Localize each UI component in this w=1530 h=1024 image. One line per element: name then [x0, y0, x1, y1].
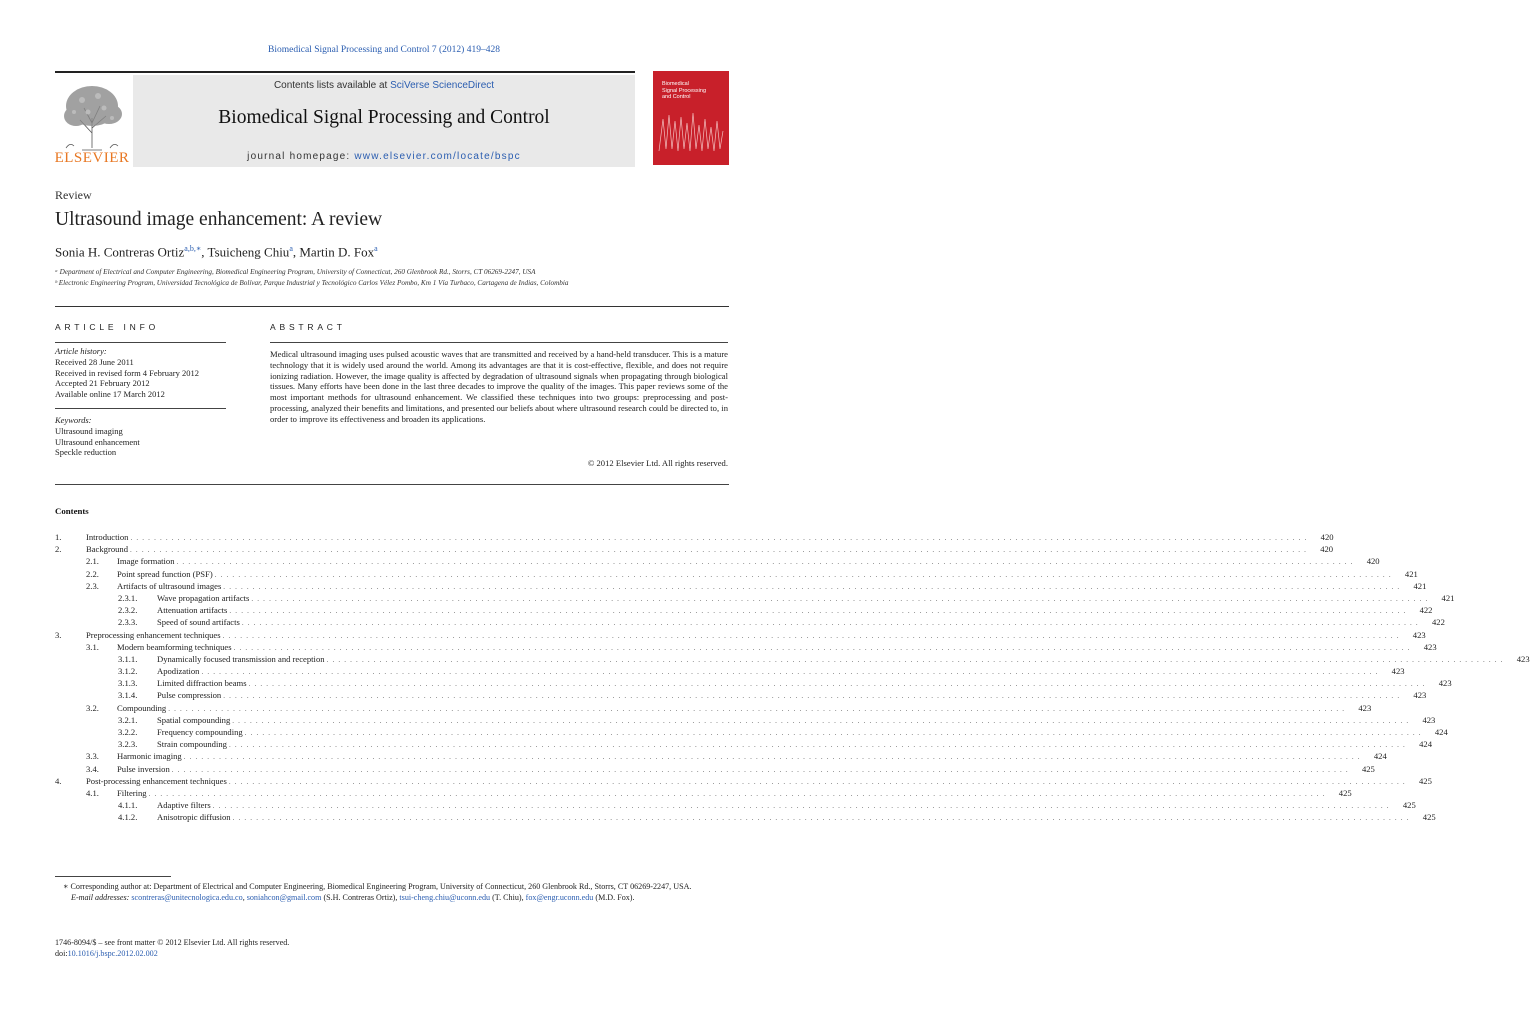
affiliation-a: ᵃ Department of Electrical and Computer Engineering, Biomedical Engineering Program, University of Connecticut, 260 Glenbrook Rd., Storrs, CT 06269-2247, USA — [55, 268, 536, 276]
abstract-rule — [270, 342, 728, 343]
author-separator: , — [201, 244, 208, 260]
email-note: (S.H. Contreras Ortiz), — [323, 892, 398, 902]
toc-entry[interactable] — [55, 555, 1380, 567]
toc-entry[interactable] — [55, 580, 1427, 592]
front-matter — [55, 937, 289, 959]
cover-title-line: Biomedical — [662, 81, 689, 87]
homepage-link[interactable]: www.elsevier.com/locate/bspc — [354, 151, 521, 162]
toc-leader-dots: . . . . . . . . . . . . . . . . . . . . . . . . . . . . . . . . . . . . . . . . . . . . . . . . . . . . . . . . . . . . . . . . . . . . . . . . . . . . . . . . . . . . . . . . . . . . . . . . . . . . . . . . . . . . . . . . . . . . . . . . . . . . . . . . . . . . . . . . . . . . . . . . . . . . . . . . . . . . . . . . . . . . . . . . . . . . . . . . . . . . . . . . . . . . . . . . . . . . . . . . — [228, 741, 1407, 750]
toc-entry[interactable] — [55, 738, 1433, 750]
toc-leader-dots: . . . . . . . . . . . . . . . . . . . . . . . . . . . . . . . . . . . . . . . . . . . . . . . . . . . . . . . . . . . . . . . . . . . . . . . . . . . . . . . . . . . . . . . . . . . . . . . . . . . . . . . . . . . . . . . . . . . . . . . . . . . . . . . . . . . . . . . . . . . . . . . . . . . . . . . . . . . . . . . . . . . . . . . . . . . . . . . . . . . . . . . . . . . . . . . . . . . . . . . . — [232, 716, 1410, 725]
toc-entry[interactable] — [55, 629, 1426, 641]
toc-leader-dots: . . . . . . . . . . . . . . . . . . . . . . . . . . . . . . . . . . . . . . . . . . . . . . . . . . . . . . . . . . . . . . . . . . . . . . . . . . . . . . . . . . . . . . . . . . . . . . . . . . . . . . . . . . . . . . . . . . . . . . . . . . . . . . . . . . . . . . . . . . . . . . . . . . . . . . . . . . . . . . . . . . . . . . . . . . . . . . . . . . . . . . . . . . . . . . . . . . . . . . . . — [228, 777, 1406, 786]
toc-leader-dots: . . . . . . . . . . . . . . . . . . . . . . . . . . . . . . . . . . . . . . . . . . . . . . . . . . . . . . . . . . . . . . . . . . . . . . . . . . . . . . . . . . . . . . . . . . . . . . . . . . . . . . . . . . . . . . . . . . . . . . . . . . . . . . . . . . . . . . . . . . . . . . . . . . . . . . . . . . . . . . . . . . . . . . . . . . . . . . . . . . . . . . . . . . . . . . . . . . . . . . . . — [251, 594, 1429, 603]
toc-entry[interactable] — [55, 604, 1433, 616]
toc-entry-page: 422 — [1431, 617, 1445, 628]
cover-title — [662, 81, 706, 101]
toc-entry-page: 423 — [1516, 653, 1530, 664]
toc-entry[interactable] — [55, 653, 1530, 665]
toc-entry-title[interactable]: Pulse compression — [157, 690, 222, 701]
cover-title-line: Signal Processing — [662, 87, 707, 94]
toc-entry-title[interactable]: Strain compounding — [157, 739, 227, 750]
toc-entry-page: 425 — [1418, 775, 1432, 786]
email-note: (T. Chiu), — [492, 892, 524, 902]
toc-entry[interactable] — [55, 702, 1372, 714]
abstract-text: Medical ultrasound imaging uses pulsed acoustic waves that are transmitted and received by a hand-held transducer. This is a mature technology that it is widely used around the world. Among its advantages are that it is cost-effective, flexible, and does not require ionizing radiation. However, the image quality is affected by degradation of ultrasound signals when propagating through biological tissues. Many efforts have been done in the last three decades to improve the quality of the images. This paper reviews some of the most important methods for ultrasound enhancement. We classified these techniques into two groups: preprocessing and post-processing, analyzed their benefits and limitations, and presented our beliefs about where ultrasound research could be directed to, in order to improve its effectiveness and broaden its applications. — [270, 349, 728, 424]
corresponding-author-footnote — [55, 882, 695, 903]
toc-entry-title[interactable]: Frequency compounding — [157, 727, 243, 737]
toc-leader-dots: . . . . . . . . . . . . . . . . . . . . . . . . . . . . . . . . . . . . . . . . . . . . . . . . . . . . . . . . . . . . . . . . . . . . . . . . . . . . . . . . . . . . . . . . . . . . . . . . . . . . . . . . . . . . . . . . . . . . . . . . . . . . . . . . . . . . . . . . . . . . . . . . . . . . . . . . . . . . . . . . . . . . . . . . . . . . . . . . . . . . . . . . . . . . . . . . . . . . . . . . — [326, 655, 1504, 664]
author-affil-mark[interactable]: a — [374, 244, 378, 253]
toc-entry[interactable] — [55, 750, 1387, 762]
toc-entry-title[interactable]: Dynamically focused transmission and reception — [157, 653, 325, 664]
email-link[interactable]: tsui-cheng.chiu@uconn.edu — [399, 892, 491, 902]
toc-entry-title[interactable]: Post-processing enhancement techniques — [86, 775, 227, 786]
toc-entry-number: 3.2.2. — [118, 727, 138, 737]
article-type: Review — [55, 188, 92, 202]
toc-leader-dots: . . . . . . . . . . . . . . . . . . . . . . . . . . . . . . . . . . . . . . . . . . . . . . . . . . . . . . . . . . . . . . . . . . . . . . . . . . . . . . . . . . . . . . . . . . . . . . . . . . . . . . . . . . . . . . . . . . . . . . . . . . . . . . . . . . . . . . . . . . . . . . . . . . . . . . . . . . . . . . . . . . . . . . . . . . . . . . . . . . . . . . . . . . . . . . . . . . . . . . . . — [214, 570, 1392, 579]
toc-leader-dots: . . . . . . . . . . . . . . . . . . . . . . . . . . . . . . . . . . . . . . . . . . . . . . . . . . . . . . . . . . . . . . . . . . . . . . . . . . . . . . . . . . . . . . . . . . . . . . . . . . . . . . . . . . . . . . . . . . . . . . . . . . . . . . . . . . . . . . . . . . . . . . . . . . . . . . . . . . . . . . . . . . . . . . . . . . . . . . . . . . . . . . . . . . . . . . . . . . . . . . . . — [229, 607, 1407, 616]
table-of-contents — [55, 531, 1530, 824]
toc-leader-dots: . . . . . . . . . . . . . . . . . . . . . . . . . . . . . . . . . . . . . . . . . . . . . . . . . . . . . . . . . . . . . . . . . . . . . . . . . . . . . . . . . . . . . . . . . . . . . . . . . . . . . . . . . . . . . . . . . . . . . . . . . . . . . . . . . . . . . . . . . . . . . . . . . . . . . . . . . . . . . . . . . . . . . . . . . . . . . . . . . . . . . . . . . . . . . . . . . . . . . . . . — [130, 546, 1308, 555]
toc-entry-number: 3. — [55, 629, 62, 640]
toc-entry[interactable] — [55, 811, 1436, 823]
toc-entry-page: 423 — [1358, 702, 1372, 713]
toc-entry-page: 424 — [1419, 739, 1433, 750]
toc-entry-page: 421 — [1441, 592, 1455, 603]
toc-entry[interactable] — [55, 763, 1375, 775]
journal-homepage — [133, 151, 635, 162]
toc-entry[interactable] — [55, 531, 1334, 543]
history-item: Accepted 21 February 2012 — [55, 378, 150, 389]
title-divider — [55, 306, 729, 307]
toc-entry[interactable] — [55, 677, 1452, 689]
keyword: Ultrasound imaging — [55, 425, 123, 436]
toc-entry-page: 425 — [1422, 812, 1436, 823]
toc-entry-title[interactable]: Speed of sound artifacts — [157, 617, 240, 628]
toc-entry-page: 424 — [1373, 751, 1387, 762]
abstract-bottom-rule — [55, 484, 729, 485]
keyword: Speckle reduction — [55, 447, 117, 458]
toc-entry-number: 3.3. — [86, 751, 99, 762]
toc-leader-dots: . . . . . . . . . . . . . . . . . . . . . . . . . . . . . . . . . . . . . . . . . . . . . . . . . . . . . . . . . . . . . . . . . . . . . . . . . . . . . . . . . . . . . . . . . . . . . . . . . . . . . . . . . . . . . . . . . . . . . . . . . . . . . . . . . . . . . . . . . . . . . . . . . . . . . . . . . . . . . . . . . . . . . . . . . . . . . . . . . . . . . . . . . . . . . . . . . . . . . . . . — [248, 680, 1426, 689]
toc-entry-title[interactable]: Apodization — [157, 666, 200, 677]
journal-citation[interactable]: Biomedical Signal Processing and Control 7 (2012) 419–428 — [268, 45, 500, 55]
toc-entry-page: 423 — [1438, 678, 1452, 689]
email-label: E-mail addresses: — [71, 892, 130, 902]
toc-entry-title[interactable]: Limited diffraction beams — [157, 678, 247, 689]
keywords-rule — [55, 408, 226, 409]
doi-prefix: doi: — [55, 949, 68, 958]
toc-entry-number: 2.3.3. — [118, 617, 138, 628]
toc-entry[interactable] — [55, 775, 1432, 787]
toc-entry-number: 3.4. — [86, 763, 99, 774]
toc-entry-number: 4. — [55, 775, 62, 786]
journal-cover — [653, 71, 729, 165]
toc-entry[interactable] — [55, 568, 1418, 580]
toc-entry-title[interactable]: Background — [86, 544, 129, 555]
toc-entry[interactable] — [55, 714, 1436, 726]
author-affil-mark[interactable]: a — [289, 244, 293, 253]
toc-entry-title[interactable]: Artifacts of ultrasound images — [117, 580, 222, 591]
toc-entry-title[interactable]: Anisotropic diffusion — [157, 812, 231, 823]
toc-entry-page: 424 — [1434, 727, 1448, 737]
author-separator: , — [292, 244, 300, 260]
toc-leader-dots: . . . . . . . . . . . . . . . . . . . . . . . . . . . . . . . . . . . . . . . . . . . . . . . . . . . . . . . . . . . . . . . . . . . . . . . . . . . . . . . . . . . . . . . . . . . . . . . . . . . . . . . . . . . . . . . . . . . . . . . . . . . . . . . . . . . . . . . . . . . . . . . . . . . . . . . . . . . . . . . . . . . . . . . . . . . . . . . . . . . . . . . . . . . . . . . . . . . . . . . . — [212, 802, 1390, 811]
toc-entry[interactable] — [55, 787, 1352, 799]
author-name[interactable]: Martin D. Fox — [299, 244, 375, 260]
toc-entry-page: 421 — [1413, 580, 1427, 591]
toc-leader-dots: . . . . . . . . . . . . . . . . . . . . . . . . . . . . . . . . . . . . . . . . . . . . . . . . . . . . . . . . . . . . . . . . . . . . . . . . . . . . . . . . . . . . . . . . . . . . . . . . . . . . . . . . . . . . . . . . . . . . . . . . . . . . . . . . . . . . . . . . . . . . . . . . . . . . . . . . . . . . . . . . . . . . . . . . . . . . . . . . . . . . . . . . . . . . . . . . . . . . . . . . — [223, 582, 1401, 591]
author-name[interactable]: Tsuicheng Chiu — [207, 244, 290, 260]
toc-leader-dots: . . . . . . . . . . . . . . . . . . . . . . . . . . . . . . . . . . . . . . . . . . . . . . . . . . . . . . . . . . . . . . . . . . . . . . . . . . . . . . . . . . . . . . . . . . . . . . . . . . . . . . . . . . . . . . . . . . . . . . . . . . . . . . . . . . . . . . . . . . . . . . . . . . . . . . . . . . . . . . . . . . . . . . . . . . . . . . . . . . . . . . . . . . . . . . . . . . . . . . . . — [176, 558, 1354, 567]
footnote-rule — [55, 876, 171, 877]
toc-entry-title[interactable]: Pulse inversion — [117, 763, 170, 774]
email-link[interactable]: fox@engr.uconn.edu — [525, 892, 594, 902]
toc-leader-dots: . . . . . . . . . . . . . . . . . . . . . . . . . . . . . . . . . . . . . . . . . . . . . . . . . . . . . . . . . . . . . . . . . . . . . . . . . . . . . . . . . . . . . . . . . . . . . . . . . . . . . . . . . . . . . . . . . . . . . . . . . . . . . . . . . . . . . . . . . . . . . . . . . . . . . . . . . . . . . . . . . . . . . . . . . . . . . . . . . . . . . . . . . . . . . . . . . . . . . . . . — [171, 765, 1349, 774]
contents-available — [133, 80, 635, 91]
toc-leader-dots: . . . . . . . . . . . . . . . . . . . . . . . . . . . . . . . . . . . . . . . . . . . . . . . . . . . . . . . . . . . . . . . . . . . . . . . . . . . . . . . . . . . . . . . . . . . . . . . . . . . . . . . . . . . . . . . . . . . . . . . . . . . . . . . . . . . . . . . . . . . . . . . . . . . . . . . . . . . . . . . . . . . . . . . . . . . . . . . . . . . . . . . . . . . . . . . . . . . . . . . . — [233, 643, 1411, 652]
toc-entry-page: 423 — [1413, 690, 1427, 701]
toc-entry-number: 3.1. — [86, 641, 99, 652]
cover-title-line: and Control — [662, 94, 691, 100]
toc-entry[interactable] — [55, 799, 1416, 811]
toc-entry-page: 425 — [1361, 763, 1375, 774]
history-item: Received 28 June 2011 — [55, 356, 134, 367]
toc-entry[interactable] — [55, 543, 1334, 555]
toc-entry-title[interactable]: Wave propagation artifacts — [157, 592, 250, 603]
toc-entry-number: 1. — [55, 532, 62, 542]
toc-entry-title[interactable]: Attenuation artifacts — [157, 605, 228, 616]
history-label: Article history: — [55, 346, 107, 356]
keyword: Ultrasound enhancement — [55, 436, 140, 447]
toc-entry[interactable] — [55, 726, 1448, 738]
affiliation-b: ᵇ Electronic Engineering Program, Universidad Tecnológica de Bolívar, Parque Industrial y Tecnológico Carlos Vélez Pombo, Km 1 Vía Turbaco, Cartagena de Indias, Colombia — [55, 279, 569, 287]
abstract-copyright: © 2012 Elsevier Ltd. All rights reserved. — [587, 458, 728, 468]
toc-entry-title[interactable]: Filtering — [117, 787, 147, 798]
toc-entry-number: 3.1.3. — [118, 678, 138, 689]
author-list — [55, 244, 378, 260]
toc-leader-dots: . . . . . . . . . . . . . . . . . . . . . . . . . . . . . . . . . . . . . . . . . . . . . . . . . . . . . . . . . . . . . . . . . . . . . . . . . . . . . . . . . . . . . . . . . . . . . . . . . . . . . . . . . . . . . . . . . . . . . . . . . . . . . . . . . . . . . . . . . . . . . . . . . . . . . . . . . . . . . . . . . . . . . . . . . . . . . . . . . . . . . . . . . . . . . . . . . . . . . . . . — [222, 631, 1400, 640]
toc-leader-dots: . . . . . . . . . . . . . . . . . . . . . . . . . . . . . . . . . . . . . . . . . . . . . . . . . . . . . . . . . . . . . . . . . . . . . . . . . . . . . . . . . . . . . . . . . . . . . . . . . . . . . . . . . . . . . . . . . . . . . . . . . . . . . . . . . . . . . . . . . . . . . . . . . . . . . . . . . . . . . . . . . . . . . . . . . . . . . . . . . . . . . . . . . . . . . . . . . . . . . . . . — [148, 789, 1326, 798]
homepage-prefix: journal homepage: — [247, 151, 355, 162]
toc-entry-number: 2.3. — [86, 580, 99, 591]
article-info-heading: ARTICLE INFO — [55, 322, 160, 332]
toc-entry-number: 4.1.2. — [118, 812, 138, 823]
toc-entry-number: 3.2.3. — [118, 739, 138, 750]
toc-entry-title[interactable]: Modern beamforming techniques — [117, 641, 232, 652]
toc-entry[interactable] — [55, 592, 1455, 604]
doi-line — [55, 948, 289, 959]
history-item: Available online 17 March 2012 — [55, 389, 165, 400]
toc-entry-number: 2.2. — [86, 568, 99, 579]
toc-entry-title[interactable]: Compounding — [117, 702, 167, 713]
toc-entry-number: 3.1.2. — [118, 666, 138, 677]
toc-entry-title[interactable]: Harmonic imaging — [117, 751, 182, 762]
toc-entry-page: 423 — [1391, 666, 1405, 677]
toc-entry[interactable] — [55, 641, 1437, 653]
author-affil-mark[interactable]: a,b,∗ — [184, 244, 202, 253]
toc-entry-number: 3.2. — [86, 702, 99, 713]
toc-entry-title[interactable]: Point spread function (PSF) — [117, 568, 213, 579]
email-note: (M.D. Fox). — [595, 892, 635, 902]
contents-heading: Contents — [55, 506, 89, 516]
history-item: Received in revised form 4 February 2012 — [55, 367, 199, 378]
toc-entry-title[interactable]: Preprocessing enhancement techniques — [86, 629, 221, 640]
toc-leader-dots: . . . . . . . . . . . . . . . . . . . . . . . . . . . . . . . . . . . . . . . . . . . . . . . . . . . . . . . . . . . . . . . . . . . . . . . . . . . . . . . . . . . . . . . . . . . . . . . . . . . . . . . . . . . . . . . . . . . . . . . . . . . . . . . . . . . . . . . . . . . . . . . . . . . . . . . . . . . . . . . . . . . . . . . . . . . . . . . . . . . . . . . . . . . . . . . . . . . . . . . . — [223, 692, 1401, 701]
toc-entry-title[interactable]: Image formation — [117, 556, 175, 567]
toc-entry-number: 2. — [55, 544, 62, 555]
sciencedirect-link[interactable]: SciVerse ScienceDirect — [390, 80, 495, 91]
toc-leader-dots: . . . . . . . . . . . . . . . . . . . . . . . . . . . . . . . . . . . . . . . . . . . . . . . . . . . . . . . . . . . . . . . . . . . . . . . . . . . . . . . . . . . . . . . . . . . . . . . . . . . . . . . . . . . . . . . . . . . . . . . . . . . . . . . . . . . . . . . . . . . . . . . . . . . . . . . . . . . . . . . . . . . . . . . . . . . . . . . . . . . . . . . . . . . . . . . . . . . . . . . . — [244, 729, 1422, 737]
toc-entry-number: 3.1.4. — [118, 690, 138, 701]
toc-leader-dots: . . . . . . . . . . . . . . . . . . . . . . . . . . . . . . . . . . . . . . . . . . . . . . . . . . . . . . . . . . . . . . . . . . . . . . . . . . . . . . . . . . . . . . . . . . . . . . . . . . . . . . . . . . . . . . . . . . . . . . . . . . . . . . . . . . . . . . . . . . . . . . . . . . . . . . . . . . . . . . . . . . . . . . . . . . . . . . . . . . . . . . . . . . . . . . . . . . . . . . . . — [232, 814, 1410, 823]
toc-entry-number: 4.1.1. — [118, 800, 138, 811]
toc-entry-number: 2.3.1. — [118, 592, 138, 603]
toc-leader-dots: . . . . . . . . . . . . . . . . . . . . . . . . . . . . . . . . . . . . . . . . . . . . . . . . . . . . . . . . . . . . . . . . . . . . . . . . . . . . . . . . . . . . . . . . . . . . . . . . . . . . . . . . . . . . . . . . . . . . . . . . . . . . . . . . . . . . . . . . . . . . . . . . . . . . . . . . . . . . . . . . . . . . . . . . . . . . . . . . . . . . . . . . . . . . . . . . . . . . . . . . — [168, 704, 1346, 713]
toc-entry-page: 420 — [1320, 532, 1334, 542]
toc-entry-page: 423 — [1412, 629, 1426, 640]
journal-title: Biomedical Signal Processing and Control — [218, 107, 550, 128]
toc-entry-title[interactable]: Adaptive filters — [157, 800, 211, 811]
paper-title: Ultrasound image enhancement: A review — [55, 209, 383, 230]
article-info-rule — [55, 342, 226, 343]
email-link[interactable]: soniahcon@gmail.com — [246, 892, 322, 902]
cover-signal-graphic — [653, 111, 729, 157]
corresponding-note: ∗ Corresponding author at: Department of Electrical and Computer Engineering, Biomedical Engineering Program, University of Connecticut, 260 Glenbrook Rd., Storrs, CT 06269-2247, USA. — [63, 882, 692, 891]
toc-entry-title[interactable]: Introduction — [86, 532, 129, 542]
toc-leader-dots: . . . . . . . . . . . . . . . . . . . . . . . . . . . . . . . . . . . . . . . . . . . . . . . . . . . . . . . . . . . . . . . . . . . . . . . . . . . . . . . . . . . . . . . . . . . . . . . . . . . . . . . . . . . . . . . . . . . . . . . . . . . . . . . . . . . . . . . . . . . . . . . . . . . . . . . . . . . . . . . . . . . . . . . . . . . . . . . . . . . . . . . . . . . . . . . . . . . . . . . . — [241, 619, 1419, 628]
toc-leader-dots: . . . . . . . . . . . . . . . . . . . . . . . . . . . . . . . . . . . . . . . . . . . . . . . . . . . . . . . . . . . . . . . . . . . . . . . . . . . . . . . . . . . . . . . . . . . . . . . . . . . . . . . . . . . . . . . . . . . . . . . . . . . . . . . . . . . . . . . . . . . . . . . . . . . . . . . . . . . . . . . . . . . . . . . . . . . . . . . . . . . . . . . . . . . . . . . . . . . . . . . . — [183, 753, 1361, 762]
author-name[interactable]: Sonia H. Contreras Ortiz — [55, 244, 185, 260]
toc-entry-page: 420 — [1366, 556, 1380, 567]
toc-entry-number: 3.2.1. — [118, 714, 138, 725]
toc-entry-number: 2.3.2. — [118, 605, 138, 616]
toc-entry-page: 421 — [1404, 568, 1418, 579]
abstract-heading: ABSTRACT — [270, 322, 346, 332]
contents-prefix: Contents lists available at — [273, 80, 391, 91]
toc-leader-dots: . . . . . . . . . . . . . . . . . . . . . . . . . . . . . . . . . . . . . . . . . . . . . . . . . . . . . . . . . . . . . . . . . . . . . . . . . . . . . . . . . . . . . . . . . . . . . . . . . . . . . . . . . . . . . . . . . . . . . . . . . . . . . . . . . . . . . . . . . . . . . . . . . . . . . . . . . . . . . . . . . . . . . . . . . . . . . . . . . . . . . . . . . . . . . . . . . . . . . . . . — [130, 534, 1308, 542]
toc-entry-number: 2.1. — [86, 556, 99, 567]
article-history — [55, 346, 199, 400]
toc-entry-page: 425 — [1402, 800, 1416, 811]
publisher-name: ELSEVIER — [54, 150, 130, 166]
toc-entry[interactable] — [55, 665, 1405, 677]
toc-entry-page: 420 — [1320, 544, 1334, 555]
toc-entry-number: 3.1.1. — [118, 653, 138, 664]
toc-entry[interactable] — [55, 689, 1427, 701]
issn-line: 1746-8094/$ – see front matter © 2012 Elsevier Ltd. All rights reserved. — [55, 938, 290, 947]
email-addresses: E-mail addresses: scontreras@unitecnologica.edu.co, soniahcon@gmail.com (S.H. Contreras Ortiz), tsui-cheng.chiu@uconn.edu (T. Chiu), fox@engr.uconn.edu (M.D. Fox). — [71, 892, 635, 902]
toc-entry-page: 423 — [1423, 641, 1437, 652]
doi-link[interactable]: 10.1016/j.bspc.2012.02.002 — [67, 949, 158, 958]
toc-entry-number: 4.1. — [86, 787, 99, 798]
toc-leader-dots: . . . . . . . . . . . . . . . . . . . . . . . . . . . . . . . . . . . . . . . . . . . . . . . . . . . . . . . . . . . . . . . . . . . . . . . . . . . . . . . . . . . . . . . . . . . . . . . . . . . . . . . . . . . . . . . . . . . . . . . . . . . . . . . . . . . . . . . . . . . . . . . . . . . . . . . . . . . . . . . . . . . . . . . . . . . . . . . . . . . . . . . . . . . . . . . . . . . . . . . . — [201, 668, 1379, 677]
header-rule — [55, 71, 635, 73]
toc-entry-page: 425 — [1338, 787, 1352, 798]
keywords — [55, 415, 140, 458]
toc-entry-title[interactable]: Spatial compounding — [157, 714, 231, 725]
email-link[interactable]: scontreras@unitecnologica.edu.co — [131, 892, 243, 902]
toc-entry-page: 423 — [1422, 714, 1436, 725]
toc-entry[interactable] — [55, 616, 1445, 628]
toc-entry-page: 422 — [1419, 605, 1433, 616]
keywords-label: Keywords: — [55, 415, 92, 425]
